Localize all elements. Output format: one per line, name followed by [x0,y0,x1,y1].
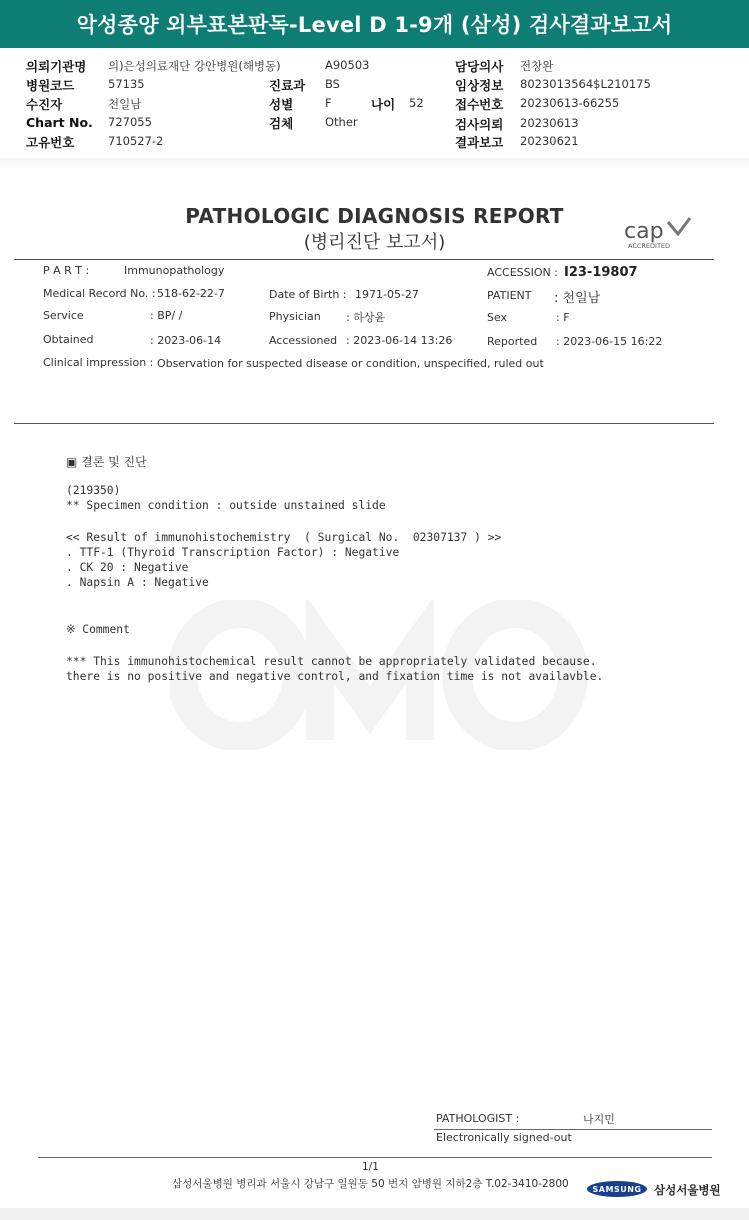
department-value: BS [325,77,340,91]
top-divider [14,259,714,260]
comment-line-2: there is no positive and negative control, and fixation time is not availavble. [66,670,604,683]
pathologist-name: 나지민 [583,1113,615,1126]
clinical-info-value: 8023013564$L210175 [520,77,651,91]
bottom-divider [14,423,714,424]
unique-number-value: 710527-2 [108,134,164,148]
accession-value: I23-19807 [564,265,638,280]
clinical-info-label: 임상정보 [455,78,504,93]
patient-label-en: PATIENT [487,289,532,302]
chart-number-value: 727055 [108,115,152,129]
sex-label-en: Sex [487,311,508,324]
age-label: 나이 [371,97,396,112]
medical-record-value: 518-62-22-7 [157,287,225,300]
institution-value: 의)은성의료재단 강안병원(해병동) [108,59,281,73]
age-value: 52 [409,96,424,110]
report-title: PATHOLOGIC DIAGNOSIS REPORT [185,204,564,228]
diagnosis-heading: ▣ 결론 및 진단 [66,455,147,469]
report-banner-title: 악성종양 외부표본판독-Level D 1-9개 (삼성) 검사결과보고서 [0,0,749,48]
test-request-label: 검사의뢰 [455,117,504,132]
department-label: 진료과 [269,78,306,93]
electronic-signature-note: Electronically signed-out [436,1131,572,1144]
footer-hospital-name: 삼성서울병원 [654,1183,721,1197]
clinical-impression-value: Observation for suspected disease or condition, unspecified, ruled out [157,357,544,370]
doctor-label: 담당의사 [455,59,504,74]
ihc-result-title: << Result of immunohistochemistry ( Surgical No. 02307137 ) >> [66,531,502,544]
cap-logo-text: cap [624,219,664,244]
ihc-result-ttf1: . TTF-1 (Thyroid Transcription Factor) : Negative [66,546,400,559]
signature-divider [434,1129,712,1130]
test-request-value: 20230613 [520,116,579,130]
accessioned-value: : 2023-06-14 13:26 [346,334,453,347]
clinical-impression-label: Clinical impression : [43,356,154,369]
cap-accredited-text: ACCREDITED [628,242,671,250]
specimen-label: 검체 [269,116,294,131]
patient-value: 천일남 [108,97,142,111]
section-separator [0,158,749,170]
patient-label: 수진자 [26,97,63,112]
obtained-label: Obtained [43,333,94,346]
chart-number-label: Chart No. [26,115,93,130]
page-bottom-band [0,1208,749,1220]
result-report-value: 20230621 [520,134,579,148]
part-value: Immunopathology [124,264,225,277]
comment-heading: ※ Comment [66,623,130,636]
ihc-result-napsin: . Napsin A : Negative [66,576,209,589]
diagnosis-code: (219350) [66,484,121,497]
accession-label: ACCESSION : [487,266,558,279]
dob-value: 1971-05-27 [355,288,419,301]
samsung-logo: SAMSUNG [587,1181,647,1197]
result-report-label: 결과보고 [455,135,504,150]
sex-value-en: : F [556,311,570,324]
sex-value: F [325,96,332,110]
unique-number-label: 고유번호 [26,135,75,150]
part-label: P A R T : [43,264,90,277]
reported-value: : 2023-06-15 16:22 [556,335,663,348]
specimen-condition: ** Specimen condition : outside unstained slide [66,499,386,512]
footer-address: 삼성서울병원 병리과 서울시 강남구 일원동 50 번지 암병원 지하2층 T.02-3410-2800 [172,1178,569,1190]
pathologist-label: PATHOLOGIST : [436,1112,520,1125]
footer-divider [38,1157,712,1158]
page-number: 1/1 [362,1161,379,1173]
service-value: : BP/ / [150,309,183,322]
accessioned-label: Accessioned [269,334,338,347]
checkmark-icon [668,218,690,234]
institution-code: A90503 [325,58,370,72]
service-label: Service [43,309,84,322]
reported-label: Reported [487,335,538,348]
institution-label: 의뢰기관명 [26,59,87,74]
dob-label: Date of Birth : [269,288,347,301]
receipt-number-value: 20230613-66255 [520,96,620,110]
patient-value-en: : 천일남 [554,291,601,306]
cap-accredited-logo [622,216,692,250]
comment-line-1: *** This immunohistochemical result cannot be appropriately validated because. [66,655,597,668]
doctor-value: 전창완 [520,59,554,73]
header-info-block [0,50,749,168]
ihc-result-ck20: . CK 20 : Negative [66,561,189,574]
physician-label: Physician [269,310,321,323]
hospital-code-label: 병원코드 [26,78,75,93]
medical-record-label: Medical Record No. : [43,287,156,300]
obtained-value: : 2023-06-14 [150,334,222,347]
report-subtitle: (병리진단 보고서) [303,232,446,253]
physician-value: : 하상윤 [346,311,386,324]
specimen-value: Other [325,115,358,129]
hospital-code-value: 57135 [108,77,145,91]
receipt-number-label: 접수번호 [455,97,504,112]
sex-label: 성별 [269,97,294,112]
